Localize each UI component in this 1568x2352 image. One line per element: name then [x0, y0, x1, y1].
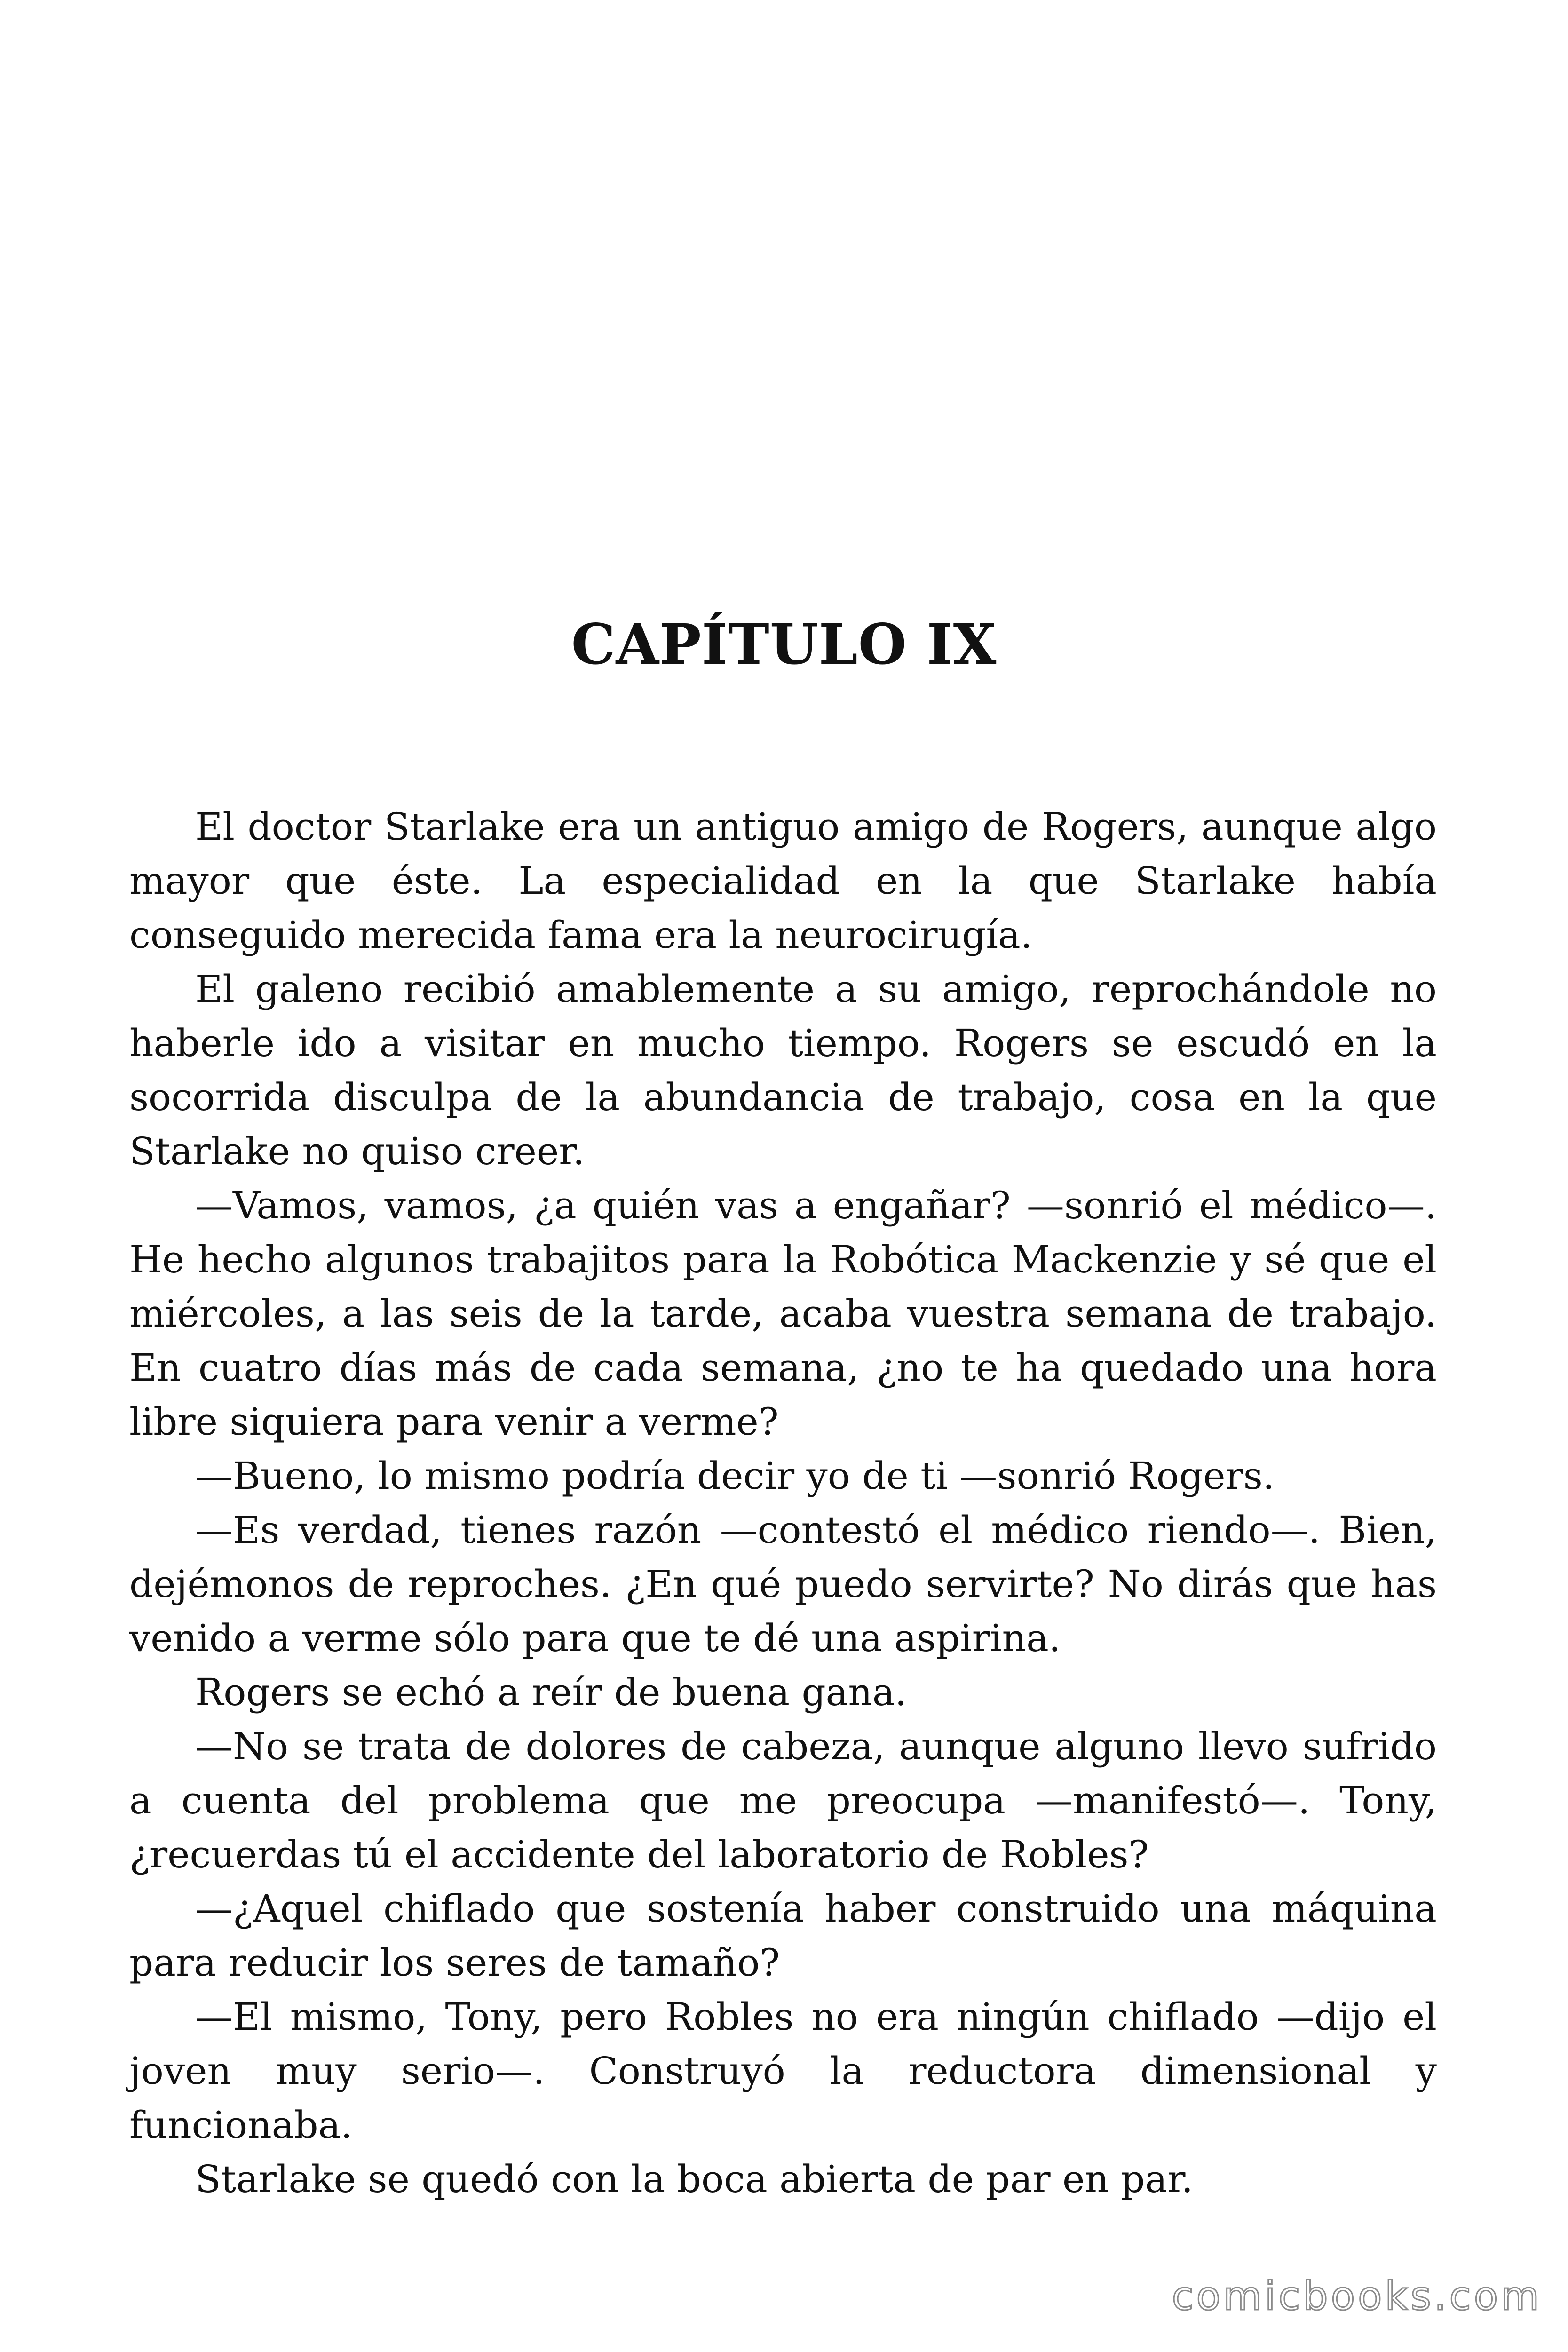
- paragraph: Starlake se quedó con la boca abierta de par en par.: [195, 2157, 1194, 2201]
- chapter-title: CAPÍTULO IX: [571, 612, 997, 677]
- paragraph: —No se trata de dolores de cabeza, aunque alguno llevo sufrido a cuenta del problema que me preocupa —manifestó—. Tony, ¿recuerdas tú el accidente del laboratorio de Robles?: [129, 1724, 1437, 1876]
- paragraph: —Bueno, lo mismo podría decir yo de ti —sonrió Rogers.: [195, 1454, 1275, 1498]
- paragraph: El doctor Starlake era un antiguo amigo de Rogers, aunque algo mayor que éste. La especialidad en la que Starlake había conseguido merecida fama era la neurocirugía.: [129, 805, 1437, 957]
- paragraph: El galeno recibió amablemente a su amigo, reprochándole no haberle ido a visitar en mucho tiempo. Rogers se escudó en la socorrida disculpa de la abundancia de trabajo, cosa en la que Starlake no quiso creer.: [129, 967, 1437, 1173]
- paragraph: —Vamos, vamos, ¿a quién vas a engañar? —sonrió el médico—. He hecho algunos trabajitos para la Robótica Mackenzie y sé que el miércoles, a las seis de la tarde, acaba vuestra semana de trabajo. En cuatro días más de cada semana, ¿no te ha quedado una hora libre siquiera para venir a verme?: [129, 1184, 1437, 1444]
- chapter-body: [129, 800, 1437, 2206]
- watermark: comicbooks.com: [1172, 2273, 1542, 2319]
- paragraph: Rogers se echó a reír de buena gana.: [195, 1670, 907, 1714]
- paragraph: —¿Aquel chiflado que sostenía haber construido una máquina para reducir los seres de tamaño?: [129, 1887, 1437, 1985]
- paragraph: —Es verdad, tienes razón —contestó el médico riendo—. Bien, dejémonos de reproches. ¿En qué puedo servirte? No dirás que has venido a verme sólo para que te dé una aspirina.: [129, 1508, 1437, 1660]
- paragraph: —El mismo, Tony, pero Robles no era ningún chiflado —dijo el joven muy serio—. Construyó la reductora dimensional y funcionaba.: [129, 1995, 1437, 2147]
